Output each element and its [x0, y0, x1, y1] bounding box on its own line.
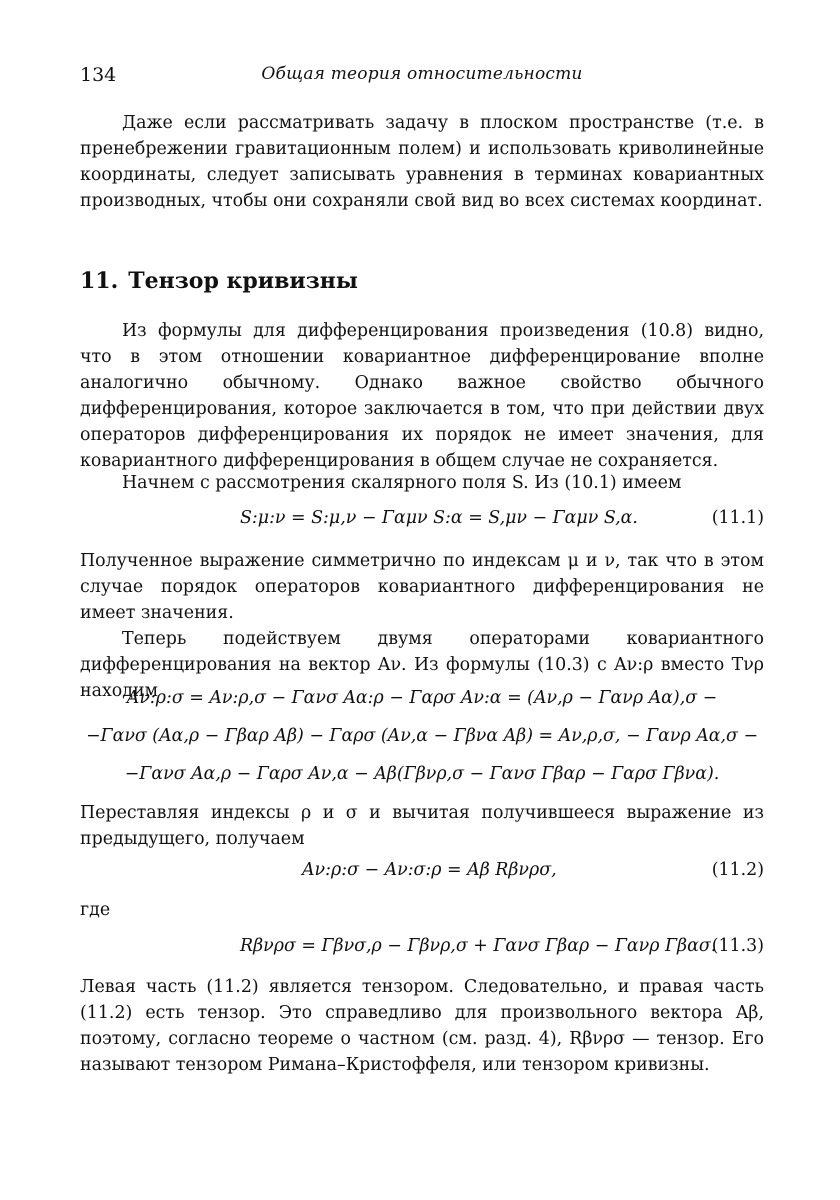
word-where: где [80, 900, 111, 920]
paragraph-permute: Переставляя индексы ρ и σ и вычитая получившееся выражение из предыдущего, получаем [80, 803, 764, 849]
equation-multiline-line-3: −Γανσ Aα,ρ − Γαρσ Aν,α − Aβ(Γβνρ,σ − Γανσ Γβαρ − Γαρσ Γβνα). [124, 764, 720, 784]
section-number: 11. [80, 268, 119, 294]
equation-11-2-formula: Aν:ρ:σ − Aν:σ:ρ = Aβ Rβνρσ, [302, 860, 557, 880]
equation-11-2-number: (11.2) [711, 860, 764, 880]
paragraph-riemann-tensor: Левая часть (11.2) является тензором. Следовательно, и правая часть (11.2) есть тензор. Это справедливо для произвольного вектора Aβ, поэтому, согласно теореме о частном (см. разд. 4), Rβνρσ — тензор. Его называют тензором Римана–Кристоффеля, или тензором кривизны. [80, 977, 764, 1075]
running-title: Общая теория относительности [261, 64, 583, 84]
paragraph-scalar-field: Начнем с рассмотрения скалярного поля S. Из (10.1) имеем [122, 473, 682, 493]
paragraph-intro: Даже если рассматривать задачу в плоском пространстве (т.е. в пренебрежении гравитационным полем) и использовать криволинейные координаты, следует записывать уравнения в терминах ковариантных производных, чтобы они сохраняли свой вид во всех системах координат. [80, 113, 764, 211]
equation-11-1-number: (11.1) [711, 508, 764, 528]
equation-11-1-formula: S:μ:ν = S:μ,ν − Γαμν S:α = S,μν − Γαμν S,α. [240, 508, 638, 528]
equation-11-2 [80, 860, 764, 890]
equation-11-3-formula: Rβνρσ = Γβνσ,ρ − Γβνρ,σ + Γανσ Γβαρ − Γανρ Γβασ. [240, 936, 717, 956]
equation-multiline-line-1: Aν:ρ:σ = Aν:ρ,σ − Γανσ Aα:ρ − Γαρσ Aν:α = (Aν,ρ − Γανρ Aα),σ − [126, 688, 718, 708]
paragraph-covariant-derivative: Из формулы для дифференцирования произведения (10.8) видно, что в этом отношении ковариантное дифференцирование вполне аналогично обычному. Однако важное свойство обычного дифференцирования, которое заключается в том, что при действии двух операторов дифференцирования их порядок не имеет значения, для ковариантного дифференцирования в общем случае не сохраняется. [80, 321, 764, 471]
running-header [80, 64, 764, 92]
section-heading [80, 268, 358, 294]
section-title: Тензор кривизны [128, 268, 358, 294]
equation-11-1 [80, 508, 764, 538]
page-number: 134 [80, 64, 117, 86]
equation-11-3-number: (11.3) [711, 936, 764, 956]
equation-multiline-line-2: −Γανσ (Aα,ρ − Γβαρ Aβ) − Γαρσ (Aν,α − Γβνα Aβ) = Aν,ρ,σ, − Γανρ Aα,σ − [85, 726, 759, 746]
paragraph-vector: Теперь подействуем двумя операторами ковариантного дифференцирования на вектор Aν. Из формулы (10.3) с Aν:ρ вместо Tνρ находим [80, 629, 764, 701]
paragraph-symmetric: Полученное выражение симметрично по индексам μ и ν, так что в этом случае порядок операторов ковариантного дифференцирования не имеет значения. [80, 551, 764, 623]
equation-11-3 [80, 936, 764, 966]
